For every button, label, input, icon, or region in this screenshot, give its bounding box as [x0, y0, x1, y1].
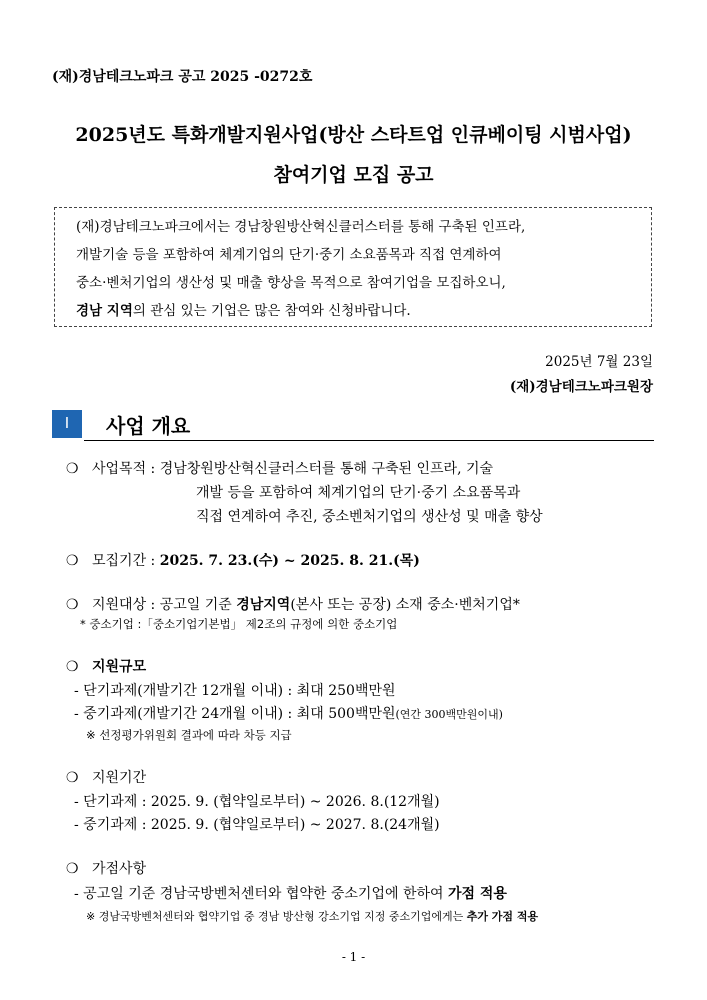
target-footnote: * 중소기업 :「중소기업기본법」 제2조의 규정에 의한 중소기업 [80, 617, 398, 631]
issuer-name: (재)경남테크노파크원장 [509, 379, 653, 395]
document-title-line2: 참여기업 모집 공고 [273, 164, 434, 186]
circle-bullet-icon: ❍ [66, 861, 79, 877]
bonus-footnote [86, 908, 538, 924]
intro-line-4 [76, 299, 411, 319]
section-divider [84, 440, 654, 441]
section-title: 사업 개요 [106, 414, 191, 438]
circle-bullet-icon: ❍ [66, 597, 79, 613]
intro-region-emphasis: 경남 지역 [76, 303, 133, 319]
support-period-heading: 지원기간 [92, 770, 147, 786]
purpose-line-1: 사업목적 : 경남창원방산혁신클러스터를 통해 구축된 인프라, 기술 [92, 461, 494, 477]
target-row [66, 594, 520, 614]
circle-bullet-icon: ❍ [66, 553, 79, 569]
intro-line-2: 개발기술 등을 포함하여 체계기업의 단기·중기 소요품목과 직접 연계하여 [76, 247, 502, 263]
document-title-line1: 2025년도 특화개발지원사업(방산 스타트업 인큐베이팅 시범사업) [75, 124, 632, 146]
circle-bullet-icon: ❍ [66, 770, 79, 786]
scale-short-term: - 단기과제(개발기간 12개월 이내) : 최대 250백만원 [74, 683, 396, 699]
bonus-heading: 가점사항 [92, 861, 147, 877]
scale-footnote: ※ 선정평가위원회 결과에 따라 차등 지급 [86, 728, 292, 742]
support-period-short-term: - 단기과제 : 2025. 9. (협약일로부터) ~ 2026. 8.(12개월) [74, 794, 440, 810]
support-period-heading-row [66, 767, 146, 787]
scale-mid-term: - 중기과제(개발기간 24개월 이내) : 최대 500백만원 [74, 706, 396, 722]
scale-mid-term-annual: (연간 300백만원이내) [395, 708, 503, 721]
intro-line-1: (재)경남테크노파크에서는 경남창원방산혁신클러스터를 통해 구축된 인프라, [76, 219, 526, 235]
bonus-heading-row [66, 858, 146, 878]
bonus-footnote-emphasis: 추가 가점 적용 [466, 910, 539, 923]
target-region: 경남지역 [236, 597, 291, 613]
circle-bullet-icon: ❍ [66, 461, 79, 477]
scale-heading: 지원규모 [92, 659, 147, 675]
purpose-line-2: 개발 등을 포함하여 체계기업의 단기·중기 소요품목과 [196, 485, 521, 501]
bonus-emphasis: 가점 적용 [447, 886, 507, 902]
section-number-badge: Ⅰ [52, 410, 82, 438]
recruit-period-row [66, 550, 420, 570]
page-number: - 1 - [341, 950, 366, 964]
target-rest: (본사 또는 공장) 소재 중소·벤처기업* [290, 597, 520, 613]
circle-bullet-icon: ❍ [66, 659, 79, 675]
recruit-period-value: 2025. 7. 23.(수) ~ 2025. 8. 21.(목) [159, 553, 420, 569]
support-period-mid-term: - 중기과제 : 2025. 9. (협약일로부터) ~ 2027. 8.(24개월) [74, 817, 440, 833]
recruit-period-label: 모집기간 : [92, 553, 160, 569]
bonus-line [74, 883, 507, 903]
scale-heading-row [66, 656, 146, 676]
notice-reference-number: (재)경남테크노파크 공고 2025 -0272호 [52, 69, 313, 85]
purpose-line-3: 직접 연계하여 추진, 중소벤처기업의 생산성 및 매출 향상 [196, 509, 543, 525]
target-label: 지원대상 : 공고일 기준 [92, 597, 237, 613]
intro-line-3: 중소·벤처기업의 생산성 및 매출 향상을 목적으로 참여기업을 모집하오니, [76, 275, 506, 291]
bonus-footnote-text: ※ 경남국방벤처센터와 협약기업 중 경남 방산형 강소기업 지정 중소기업에게는 [86, 910, 467, 923]
bonus-line-text: - 공고일 기준 경남국방벤처센터와 협약한 중소기업에 한하여 [74, 886, 448, 902]
scale-mid-term-row [74, 703, 503, 723]
announcement-date: 2025년 7월 23일 [545, 354, 653, 370]
intro-line-4-rest: 의 관심 있는 기업은 많은 참여와 신청바랍니다. [132, 303, 411, 319]
purpose-row [66, 458, 493, 478]
